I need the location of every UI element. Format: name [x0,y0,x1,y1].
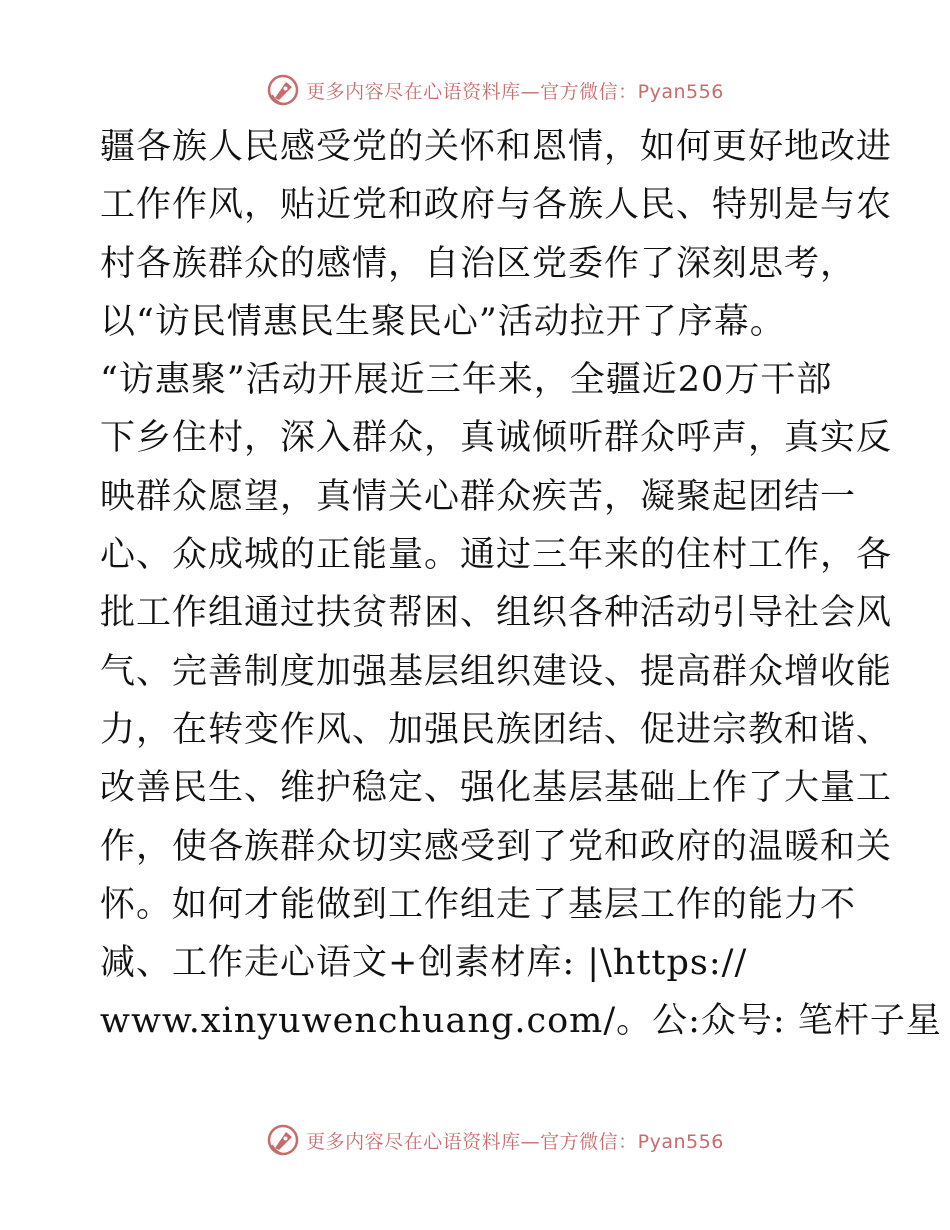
header-banner-inner [266,73,724,107]
body-line: 村各族群众的感情，自治区党委作了深刻思考， [100,243,857,284]
body-line: 怀。如何才能做到工作组走了基层工作的能力不 [100,884,857,925]
body-line: 作，使各族群众切实感受到了党和政府的温暖和关 [100,826,893,867]
body-line: 心、众成城的正能量。通过三年来的住村工作，各 [100,535,893,576]
body-line: 批工作组通过扶贫帮困、组织各种活动引导社会风 [100,593,893,634]
body-line: 下乡住村，深入群众，真诚倾听群众呼声，真实反 [100,418,893,459]
body-line: 气、完善制度加强基层组织建设、提高群众增收能 [100,651,893,692]
body-line: 工作作风，贴近党和政府与各族人民、特别是与农 [100,185,893,226]
body-line: www.xinyuwenchuang.com/。公:众号: 笔杆子星 [100,1001,942,1042]
body-line: 减、工作走心语文+创素材库: |\https:// [100,943,748,984]
footer-banner-inner [266,1123,724,1157]
pen-nib-logo-icon [266,1123,300,1157]
pen-nib-logo-icon [266,73,300,107]
body-line: 映群众愿望，真情关心群众疾苦，凝聚起团结一 [100,476,857,517]
footer-banner [0,1120,950,1160]
document-body [100,118,942,1051]
body-line: 改善民生、维护稳定、强化基层基础上作了大量工 [100,768,893,809]
body-line: “访惠聚”活动开展近三年来，全疆近20万干部 [100,360,833,401]
header-banner [0,70,950,110]
header-banner-text: 更多内容尽在心语资料库—官方微信：Pyan556 [306,80,724,103]
body-line: 力，在转变作风、加强民族团结、促进宗教和谐、 [100,709,893,750]
footer-banner-text: 更多内容尽在心语资料库—官方微信：Pyan556 [306,1130,724,1153]
body-line: 以“访民情惠民生聚民心”活动拉开了序幕。 [100,301,786,342]
body-line: 疆各族人民感受党的关怀和恩情，如何更好地改进 [100,127,893,167]
